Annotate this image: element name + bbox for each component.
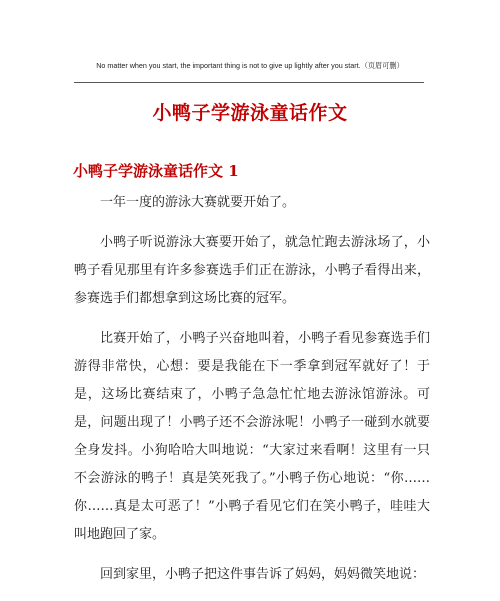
document-title: 小鸭子学游泳童话作文 — [152, 102, 348, 124]
paragraph: 回到家里，小鸭子把这件事告诉了妈妈，妈妈微笑地说： — [100, 567, 426, 582]
section-heading: 小鸭子学游泳童话作文 1 — [73, 162, 239, 180]
paragraph: 小鸭子听说游泳大赛要开始了，就急忙跑去游泳场了，小鸭子看见那里有许多参赛选手们正在游泳，小鸭子看得出来，参赛选手们都想拿到这场比赛的冠军。 — [74, 235, 430, 306]
paragraph: 一年一度的游泳大赛就要开始了。 — [100, 195, 296, 210]
paragraph: 比赛开始了，小鸭子兴奋地叫着，小鸭子看见参赛选手们游得非常快，心想：要是我能在下一季拿到冠军就好了！于是，这场比赛结束了，小鸭子急急忙忙地去游泳馆游泳。可是，问题出现了！小鸭子还不会游泳呢！小鸭子一碰到水就要全身发抖。小狗哈哈大叫地说：“大家过来看啊！这里有一只不会游泳的鸭子！真是笑死我了。”小鸭子伤心地说：“你……你……真是太可恶了！”小鸭子看见它们在笑小鸭子，哇哇大叫地跑回了家。 — [74, 331, 430, 542]
body-text — [74, 189, 430, 601]
header-divider — [74, 82, 424, 83]
page-header-text: No matter when you start, the important thing is not to give up lightly after you start.（页眉可删） — [96, 61, 404, 70]
